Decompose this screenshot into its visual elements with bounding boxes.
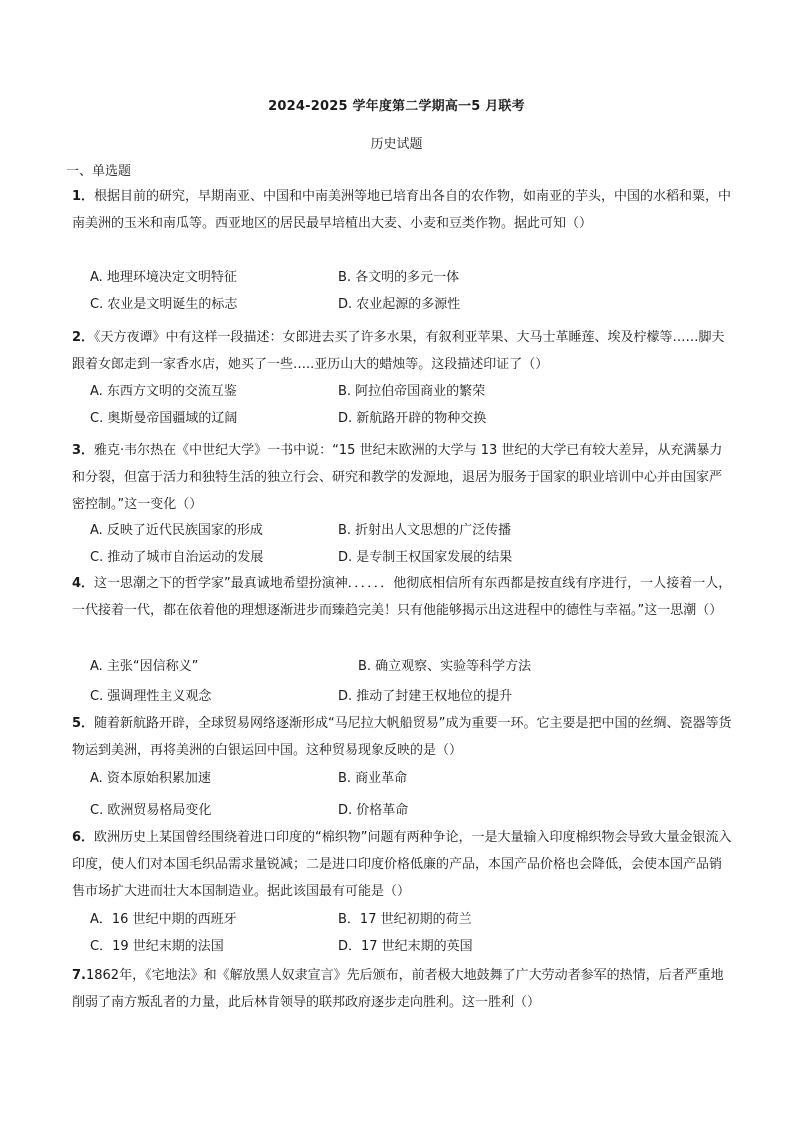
question-stem: 5．随着新航路开辟，全球贸易网络逐渐形成“马尼拉大帆船贸易”成为重要一环。它主要是把中国的丝绸、瓷器等货物运到美洲，再将美洲的白银运回中国。这种贸易现象反映的是（） (72, 716, 732, 758)
option-a[interactable]: A. 主张“因信称义” (90, 659, 199, 674)
question-6 (72, 824, 732, 905)
question-stem: 4．这一思潮之下的哲学家”最真诚地希望扮演神．．．．．．他彻底相信所有东西都是按直线有序进行，一人接着一人，一代接着一代，都在依着他的理想逐渐进步而臻趋完美！只有他能够揭示出这进程中的德性与幸福。”这一思潮（） (72, 576, 732, 618)
option-d[interactable]: D. 新航路开辟的物种交换 (338, 411, 487, 426)
option-c[interactable]: C．19 世纪末期的法国 (90, 939, 224, 954)
option-b[interactable]: B. 确立观察、实验等科学方法 (358, 659, 532, 674)
question-4-options (90, 653, 690, 713)
question-3-options (90, 517, 690, 571)
option-b[interactable]: B. 商业革命 (338, 771, 408, 786)
option-d[interactable]: D. 是专制王权国家发展的结果 (338, 550, 513, 565)
option-c[interactable]: C. 欧洲贸易格局变化 (90, 803, 212, 818)
question-stem: 6．欧洲历史上某国曾经围绕着进口印度的“棉织物”问题有两种争论，一是大量输入印度棉织物会导致大量金银流入印度，使人们对本国毛织品需求量锐减；二是进口印度价格低廉的产品，本国产品价格也会降低，会使本国产品销售市场扩大进而壮大本国制造业。据此该国最有可能是（） (72, 830, 732, 899)
option-d[interactable]: D. 价格革命 (338, 803, 409, 818)
question-2 (72, 324, 732, 378)
question-3 (72, 437, 732, 518)
option-c[interactable]: C. 奥斯曼帝国疆域的辽阔 (90, 411, 238, 426)
option-a[interactable]: A. 地理环境决定文明特征 (90, 270, 237, 285)
option-c[interactable]: C. 农业是文明诞生的标志 (90, 297, 238, 312)
option-c[interactable]: C. 推动了城市自治运动的发展 (90, 550, 264, 565)
question-stem: 3．雅克·韦尔热在《中世纪大学》一书中说：“15 世纪末欧洲的大学与 13 世纪的大学已有较大差异，从充满暴力和分裂，但富于活力和独特生活的独立行会、研究和教学的发源地，退居为服务于国家的职业培训中心并由国家严密控制。”这一变化（） (72, 443, 723, 512)
option-a[interactable]: A. 东西方文明的交流互鉴 (90, 384, 237, 399)
question-5-options (90, 765, 690, 825)
option-b[interactable]: B. 各文明的多元一体 (338, 270, 460, 285)
question-5 (72, 710, 732, 764)
question-stem: 2．《天方夜谭》中有这样一段描述：女郎进去买了许多水果，有叙利亚苹果、大马士革睡莲、埃及柠檬等……脚夫跟着女郎走到一家香水店，她买了一些…..亚历山大的蜡烛等。这段描述印证了（） (72, 330, 725, 372)
option-b[interactable]: B．17 世纪初期的荷兰 (338, 912, 472, 927)
option-c[interactable]: C. 强调理性主义观念 (90, 689, 212, 704)
option-d[interactable]: D. 农业起源的多源性 (338, 297, 461, 312)
section-heading: 一、单选题 (66, 164, 132, 179)
exam-title: 2024-2025 学年度第二学期高一5 月联考 (268, 99, 525, 114)
question-1 (72, 183, 732, 237)
option-d[interactable]: D．17 世纪末期的英国 (338, 939, 473, 954)
question-4 (72, 570, 732, 624)
option-a[interactable]: A．16 世纪中期的西班牙 (90, 912, 237, 927)
option-d[interactable]: D. 推动了封建王权地位的提升 (338, 689, 513, 704)
question-2-options (90, 378, 690, 432)
option-b[interactable]: B. 阿拉伯帝国商业的繁荣 (338, 384, 486, 399)
question-6-options (90, 906, 690, 960)
question-1-options (90, 264, 690, 318)
option-a[interactable]: A. 反映了近代民族国家的形成 (90, 523, 263, 538)
option-b[interactable]: B. 折射出人文思想的广泛传播 (338, 523, 512, 538)
exam-subtitle: 历史试题 (370, 137, 423, 152)
option-a[interactable]: A. 资本原始积累加速 (90, 771, 211, 786)
question-7 (72, 962, 732, 1016)
question-stem: 7.1862年，《宅地法》和《解放黑人奴隶宣言》先后颁布，前者极大地鼓舞了广大劳动者参军的热情，后者严重地削弱了南方叛乱者的力量，此后林肯领导的联邦政府逐步走向胜利。这一胜利（） (72, 968, 724, 1010)
question-stem: 1．根据目前的研究，早期南亚、中国和中南美洲等地已培育出各自的农作物，如南亚的芋头，中国的水稻和粟，中南美洲的玉米和南瓜等。西亚地区的居民最早培植出大麦、小麦和豆类作物。据此可知（） (72, 189, 732, 231)
